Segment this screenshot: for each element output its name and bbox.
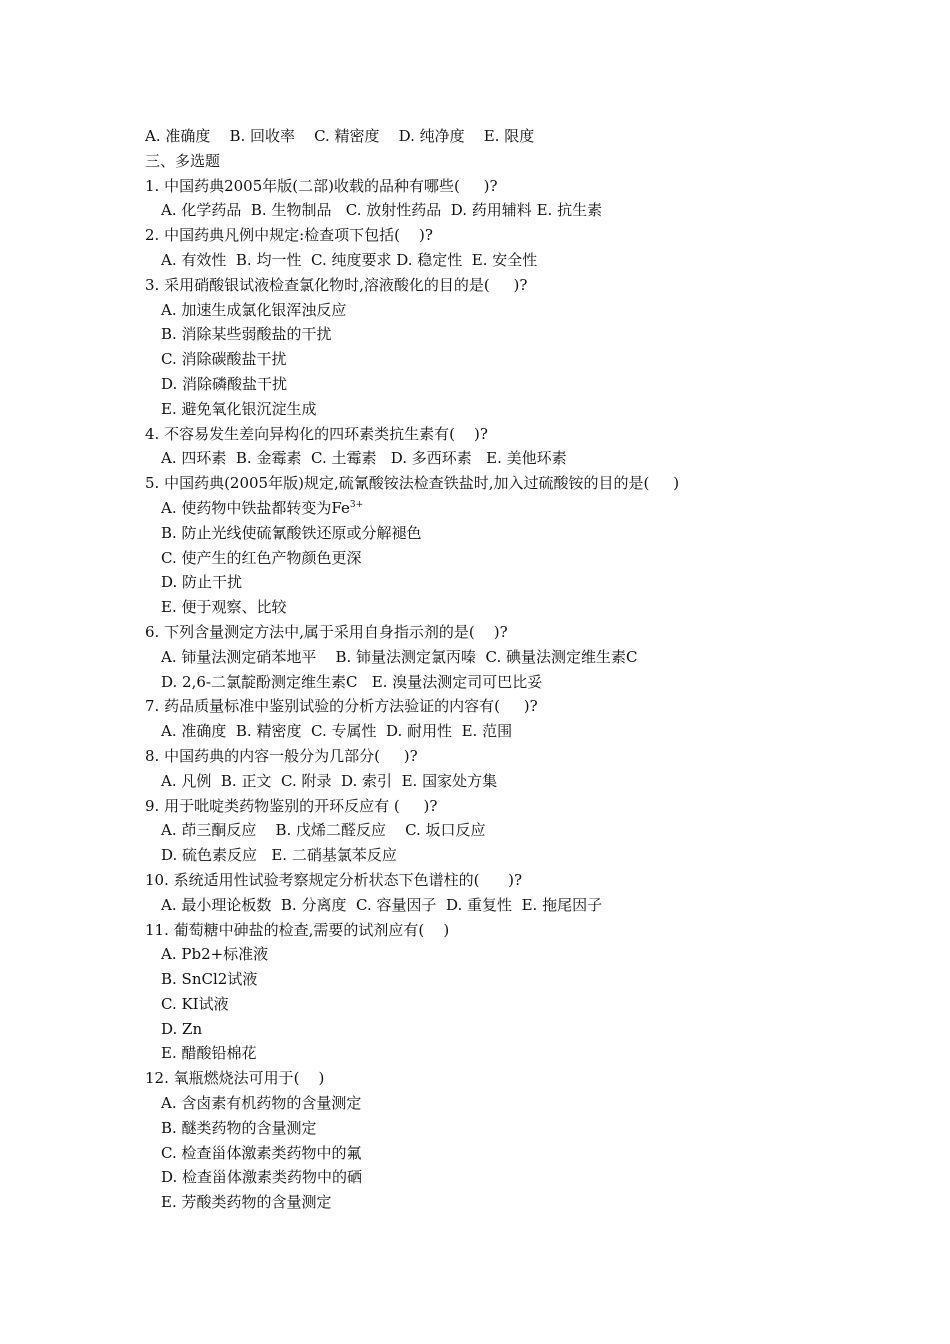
question-12-option-c: C. 检查甾体激素类药物中的氟 (161, 1143, 362, 1162)
question-10-stem: 10. 系统适用性试验考察规定分析状态下色谱柱的( )? (145, 870, 522, 889)
question-12-option-a: A. 含卤素有机药物的含量测定 (161, 1094, 362, 1113)
question-5-option-a-superscript: 3+ (349, 499, 364, 510)
question-9-options-line1: A. 茚三酮反应 B. 戊烯二醛反应 C. 坂口反应 (161, 821, 486, 840)
question-7-stem: 7. 药品质量标准中鉴别试验的分析方法验证的内容有( )? (145, 697, 538, 716)
question-12-stem: 12. 氧瓶燃烧法可用于( ) (145, 1069, 325, 1088)
question-5-stem: 5. 中国药典(2005年版)规定,硫氰酸铵法检查铁盐时,加入过硫酸铵的目的是( ) (145, 474, 680, 493)
question-4-options: A. 四环素 B. 金霉素 C. 土霉素 D. 多西环素 E. 美他环素 (161, 449, 567, 468)
question-5-option-c: C. 使产生的红色产物颜色更深 (161, 548, 362, 567)
question-11-option-a: A. Pb2+标准液 (161, 945, 269, 964)
question-3-option-e: E. 避免氧化银沉淀生成 (161, 399, 317, 418)
question-5-option-d: D. 防止干扰 (161, 573, 243, 592)
question-3-option-c: C. 消除碳酸盐干扰 (161, 350, 287, 369)
question-11-option-e: E. 醋酸铅棉花 (161, 1044, 257, 1063)
question-10-options: A. 最小理论板数 B. 分离度 C. 容量因子 D. 重复性 E. 拖尾因子 (161, 895, 603, 914)
question-5-option-a-text: A. 使药物中铁盐都转变为Fe (161, 498, 350, 517)
question-8-options: A. 凡例 B. 正文 C. 附录 D. 索引 E. 国家处方集 (161, 771, 498, 790)
question-5-option-b: B. 防止光线使硫氰酸铁还原或分解褪色 (161, 523, 422, 542)
question-2-options: A. 有效性 B. 均一性 C. 纯度要求 D. 稳定性 E. 安全性 (161, 250, 538, 269)
question-9-options-line2: D. 硫色素反应 E. 二硝基氯苯反应 (161, 846, 397, 865)
question-3-option-a: A. 加速生成氯化银浑浊反应 (161, 300, 347, 319)
exam-page (145, 124, 865, 1215)
question-12-option-e: E. 芳酸类药物的含量测定 (161, 1193, 332, 1212)
question-11-option-d: D. Zn (161, 1019, 203, 1038)
question-4-stem: 4. 不容易发生差向异构化的四环素类抗生素有( )? (145, 424, 488, 443)
question-3-option-b: B. 消除某些弱酸盐的干扰 (161, 325, 332, 344)
question-3-stem: 3. 采用硝酸银试液检查氯化物时,溶液酸化的目的是( )? (145, 275, 528, 294)
section-title: 三、多选题 (145, 151, 221, 170)
question-9-stem: 9. 用于吡啶类药物鉴别的开环反应有 ( )? (145, 796, 438, 815)
question-6-stem: 6. 下列含量测定方法中,属于采用自身指示剂的是( )? (145, 622, 508, 641)
prev-question-options: A. 准确度 B. 回收率 C. 精密度 D. 纯净度 E. 限度 (145, 127, 535, 145)
question-8-stem: 8. 中国药典的内容一般分为几部分( )? (145, 746, 418, 765)
question-11-option-b: B. SnCl2试液 (161, 970, 258, 989)
question-12-option-b: B. 醚类药物的含量测定 (161, 1118, 317, 1137)
question-3-option-d: D. 消除磷酸盐干扰 (161, 374, 288, 393)
question-5-option-a (145, 496, 865, 521)
question-5-option-e: E. 便于观察、比较 (161, 598, 287, 617)
question-1-options: A. 化学药品 B. 生物制品 C. 放射性药品 D. 药用辅料 E. 抗生素 (161, 201, 603, 220)
question-6-options-line2: D. 2,6-二氯靛酚测定维生素C E. 溴量法测定司可巴比妥 (161, 672, 543, 691)
question-1-stem: 1. 中国药典2005年版(二部)收载的品种有哪些( )? (145, 176, 498, 195)
question-6-options-line1: A. 铈量法测定硝苯地平 B. 铈量法测定氯丙嗪 C. 碘量法测定维生素C (161, 647, 638, 666)
question-11-stem: 11. 葡萄糖中砷盐的检查,需要的试剂应有( ) (145, 920, 450, 939)
question-2-stem: 2. 中国药典凡例中规定:检查项下包括( )? (145, 226, 433, 245)
question-11-option-c: C. KI试液 (161, 994, 229, 1013)
question-12-option-d: D. 检查甾体激素类药物中的硒 (161, 1168, 363, 1187)
question-7-options: A. 准确度 B. 精密度 C. 专属性 D. 耐用性 E. 范围 (161, 722, 513, 741)
